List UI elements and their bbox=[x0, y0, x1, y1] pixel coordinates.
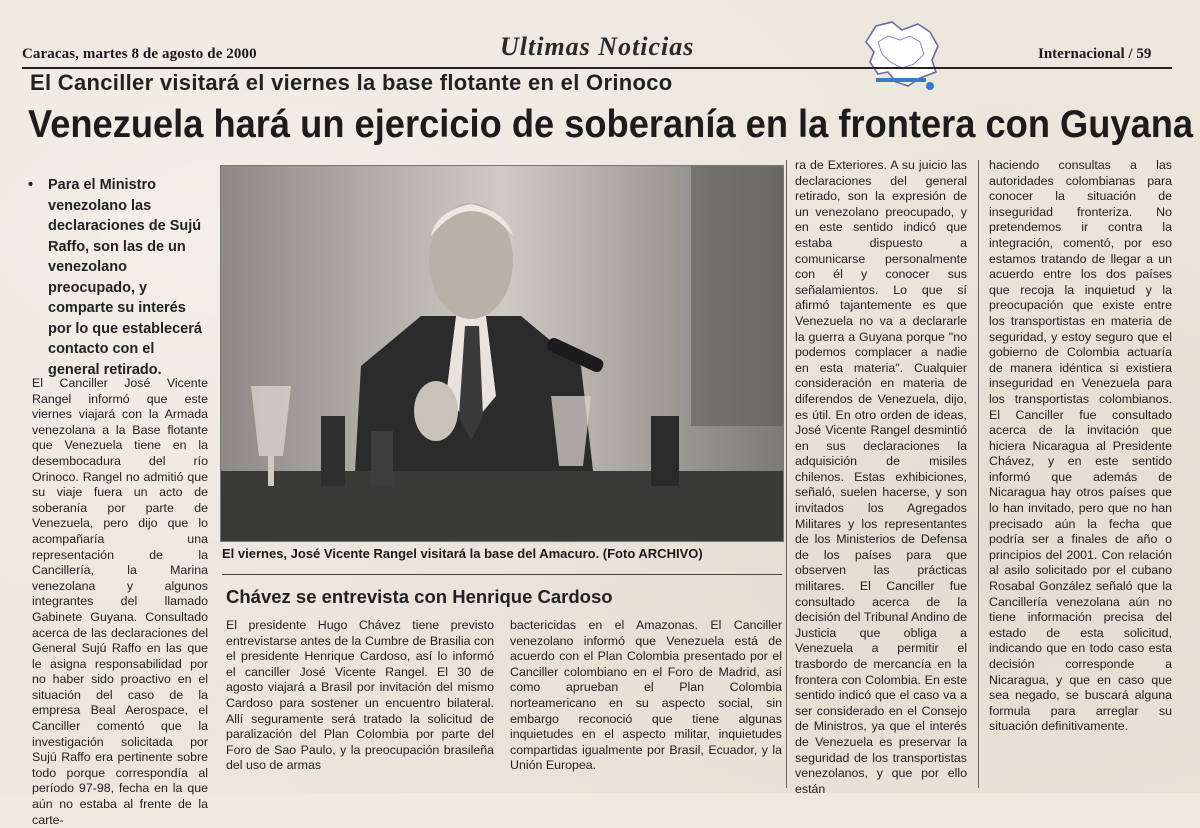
venezuela-map-logo-icon bbox=[858, 12, 944, 94]
article-column-1: El Canciller José Vicente Rangel informó que este viernes viajará con la Armada venezolana a la Base flotante que Venezuela tiene en la desembocadura del río Orinoco. Rangel no admitió que su viaje fuera un acto de soberanía por parte de Venezuela, pero dijo que lo acompañaría una representación de la Cancillería, la Marina venezolana y algunos integrantes del llamado Gabinete Guyana. Consultado acerca de las declaraciones del General Sujú Raffo en las que le asigna responsabilidad por no haber sido proactivo en el situación del caso de la empresa Beal Aerospace, el Canciller comentó que la investigación solicitada por Sujú Raffo era pertinente sobre todo porque correspondía al período 97-98, fecha en la que aún no estaba al frente de la carte- bbox=[32, 376, 208, 827]
column-divider bbox=[786, 160, 787, 788]
issue-date: Caracas, martes 8 de agosto de 2000 bbox=[22, 46, 257, 62]
article-deck bbox=[30, 175, 208, 380]
caption-rule bbox=[222, 574, 782, 575]
masthead: Ultimas Noticias bbox=[500, 32, 695, 61]
article-column-4: haciendo consultas a las autoridades colombianas para conocer la situación de inseguridad fronteriza. No pretendemos ir contra la integración, comentó, por eso estamos tratando de llegar a un acuerdo entre los dos países que recoja la inquietud y la preocupación que existe entre los transportistas en materia de seguridad, y estoy seguro que el gobierno de Colombia actuaría de manera idéntica si existiera inseguridad en Venezuela para los transportistas colombianos. El Canciller fue consultado acerca de la invitación que hiciera Nicaragua al Presidente Chávez, y en este sentido informó que además de Nicaragua hay otros países que lo han invitado, pero que no han precisado aún la fecha que podría ser a finales de año o principios del 2001. Con relación al asilo solicitado por el cubano Rosabal González señaló que la Cancillería venezolana aún no tiene información precisa del estado de esta solicitud, indicando que en todo caso esta decisión corresponde a Nicaragua, y que en caso que sea negado, se buscará alguna formula para arreglar su situación definitivamente. bbox=[989, 158, 1172, 734]
photo-caption: El viernes, José Vicente Rangel visitará la base del Amacuro. (Foto ARCHIVO) bbox=[222, 546, 703, 561]
column-divider bbox=[978, 160, 979, 788]
section-page-label: Internacional / 59 bbox=[1038, 46, 1152, 62]
deck-text: Para el Ministro venezolano las declaraciones de Sujú Raffo, son las de un venezolano preocupado, y comparte su interés por lo que establecerá contacto con el general retirado. bbox=[48, 177, 202, 378]
kicker: El Canciller visitará el viernes la base flotante en el Orinoco bbox=[30, 70, 673, 95]
subheadline: Chávez se entrevista con Henrique Cardoso bbox=[226, 586, 613, 607]
header-rule bbox=[22, 67, 1172, 69]
sidebar-column-2: bactericidas en el Amazonas. El Canciller venezolano informó que Venezuela está de acuerdo con el Plan Colombia presentado por el Canciller colombiano en el Foro de Madrid, así como aprueban el Plan Colombia norteamericano en su aspecto social, sin embargo reconoció que tiene algunas inquietudes en el aspecto militar, inquietudes compartidas igualmente por Brasil, Ecuador, y la Unión Europea. bbox=[510, 618, 782, 773]
press-conference-photo-icon bbox=[220, 165, 784, 542]
sidebar-column-1: El presidente Hugo Chávez tiene previsto entrevistarse antes de la Cumbre de Brasilia con el presidente Henrique Cardoso, así lo informó el canciller José Vicente Rangel. El 30 de agosto viajará a Brasil por invitación del mismo Cardoso para sostener un encuentro bilateral. Allí seguramente será tratado la solicitud de paralización del Plan Colombia por parte del Foro de Sao Paulo, y la preocupación brasileña del uso de armas bbox=[226, 618, 494, 773]
headline: Venezuela hará un ejercicio de soberanía en la frontera con Guyana bbox=[28, 103, 1194, 146]
bullet-icon: • bbox=[28, 177, 34, 193]
article-column-3: ra de Exteriores. A su juicio las declaraciones del general retirado, son la expresión de un venezolano preocupado, y en este sentido indicó que estaba dispuesto a comunicarse personalmente con él y conocer sus señalamientos. Lo que sí afirmó tajantemente es que Venezuela no va a declararle la guerra a Guyana porque "no podemos complacer a nadie en esta materia". Cualquier consideración en materia de diferendos de Venezuela, dijo, es útil. En otro orden de ideas, José Vicente Rangel desmintió en sus declaraciones la adquisición de misiles chilenos. Estas exhibiciones, señaló, suelen hacerse, y son invitados los Agregados Militares y los representantes de los Ministerios de Defensa de los países para que observen las prácticas militares. El Canciller fue consultado acerca de la decisión del Tribunal Andino de Justicia que obliga a Venezuela a permitir el trasbordo de mercancía en la frontera con Colombia. En este sentido indicó que el caso va a ser considerado en el Consejo de Ministros, ya que el interés de Venezuela es preservar la seguridad de los transportistas venezolanos, y que por ello están bbox=[795, 158, 967, 796]
